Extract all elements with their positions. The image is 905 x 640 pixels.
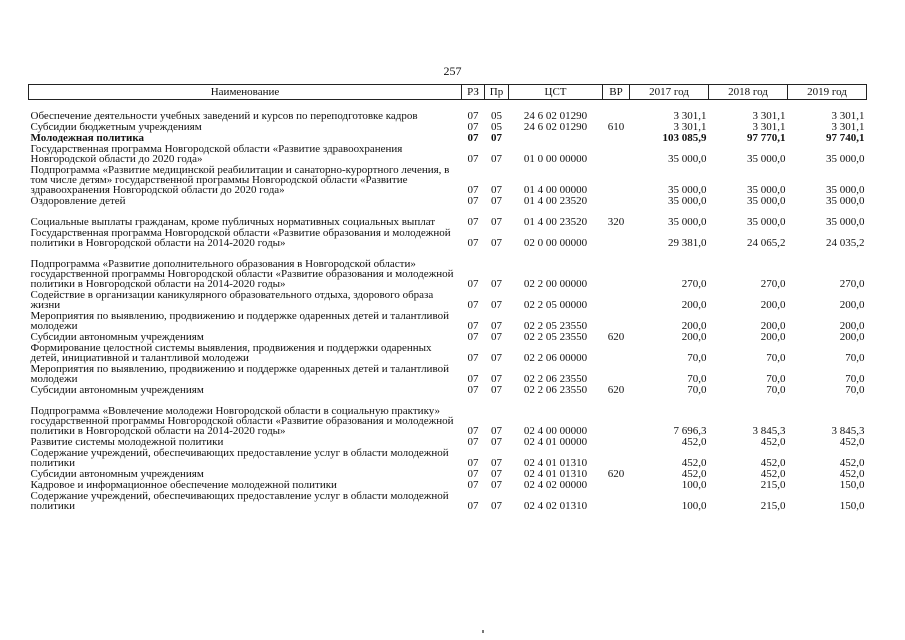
cell-y2018: 35 000,0 [747,153,786,165]
table-row [29,289,867,310]
header-2017: 2017 год [630,85,709,100]
cell-vr: 620 [607,468,625,480]
cell-y2018: 200,0 [760,320,786,332]
cell-pr: 07 [491,457,502,469]
cell-rz: 07 [467,457,479,469]
cell-name: Содержание учреждений, обеспечивающих предоставление услуг в области молодежной политики [30,490,449,512]
cell-vr [603,479,630,490]
cell-y2018: 24 065,2 [747,237,786,249]
cell-rz: 07 [467,436,479,448]
cell-name: Формирование целостной системы выявления, продвижения и поддержки одаренных детей, инициативной и талантливой молодежи [30,342,432,364]
cell-y2017: 100,0 [681,500,707,512]
cell-pr: 07 [491,436,502,448]
scan-mark [482,630,484,633]
cell-rz: 07 [467,331,479,343]
table-row [29,121,867,132]
cell-cst: 24 6 02 01290 [523,110,588,122]
table-row [29,132,867,143]
cell-name: Субсидии автономным учреждениям [30,331,204,343]
cell-name: Обеспечение деятельности учебных заведений и курсов по переподготовке кадров [30,110,418,122]
table-row [29,447,867,468]
cell-y2019: 3 301,1 [831,121,865,133]
cell-name: Субсидии бюджетным учреждениям [30,121,202,133]
cell-rz: 07 [467,479,479,491]
cell-name: Подпрограмма «Вовлечение молодежи Новгородской области в социальную практику» государственной программы Новгородской области «Развитие образования и молодежной политики в Новгородской области на 2014-2020 годы» [30,405,454,437]
cell-pr: 05 [491,110,502,122]
cell-y2019: 35 000,0 [826,216,865,228]
cell-cst: 01 4 00 23520 [523,195,588,207]
cell-cst: 02 2 06 23550 [523,384,588,396]
cell-name: Социальные выплаты гражданам, кроме публичных нормативных социальных выплат [30,216,436,228]
cell-cst: 02 2 05 00000 [523,299,588,311]
table-row [29,248,867,289]
cell-y2017: 3 301,1 [673,121,707,133]
cell-rz: 07 [467,373,479,385]
table-row [29,363,867,384]
cell-vr [603,447,630,468]
cell-name: Субсидии автономным учреждениям [30,468,204,480]
cell-rz: 07 [467,153,479,165]
table-row [29,468,867,479]
cell-y2019: 452,0 [839,468,865,480]
cell-y2018: 452,0 [760,436,786,448]
cell-y2018: 70,0 [766,373,786,385]
cell-pr: 07 [491,195,502,207]
cell-rz: 07 [467,278,479,290]
cell-y2019: 200,0 [839,299,865,311]
cell-vr [603,100,630,122]
cell-y2018: 200,0 [760,331,786,343]
cell-vr [603,310,630,331]
cell-y2017: 452,0 [681,436,707,448]
cell-pr: 07 [491,384,502,396]
cell-name: Содействие в организации каникулярного образовательного отдыха, здорового образа жизни [30,289,434,311]
cell-y2017: 200,0 [681,320,707,332]
cell-y2018: 3 301,1 [752,121,786,133]
cell-name: Содержание учреждений, обеспечивающих предоставление услуг в области молодежной политики [30,447,449,469]
cell-cst: 02 2 05 23550 [523,331,588,343]
table-row [29,100,867,122]
cell-pr: 07 [491,468,502,480]
cell-y2017: 35 000,0 [668,195,707,207]
cell-y2018: 97 770,1 [747,132,786,144]
table-body [29,100,867,512]
cell-y2017: 103 085,9 [662,132,707,144]
cell-pr: 07 [491,479,502,491]
cell-y2018: 3 845,3 [752,425,786,437]
table-row [29,164,867,195]
cell-y2019: 35 000,0 [826,153,865,165]
cell-y2019: 200,0 [839,320,865,332]
cell-pr: 05 [491,121,502,133]
table-row [29,479,867,490]
cell-name: Кадровое и информационное обеспечение молодежной политики [30,479,337,491]
cell-cst: 01 4 00 23520 [523,216,588,228]
table-row [29,342,867,363]
cell-name: Подпрограмма «Развитие дополнительного образования в Новгородской области» государственной программы Новгородской области «Развитие образования и молодежной политики в Новгородской области на 2014-2020 годы» [30,258,454,290]
cell-cst: 24 6 02 01290 [523,121,588,133]
cell-name: Мероприятия по выявлению, продвижению и поддержке одаренных детей и талантливой молодежи [30,310,449,332]
cell-name: Молодежная политика [30,132,145,144]
cell-vr [603,490,630,511]
cell-pr: 07 [491,320,502,332]
cell-y2019: 270,0 [839,278,865,290]
cell-rz: 07 [467,384,479,396]
header-cst: ЦСТ [509,85,603,100]
cell-vr [603,164,630,195]
cell-pr: 07 [491,184,502,196]
cell-cst: 01 4 00 00000 [523,184,588,196]
cell-name: Государственная программа Новгородской области «Развитие образования и молодежной политики в Новгородской области на 2014-2020 годы» [30,227,451,249]
cell-pr: 07 [491,216,502,228]
cell-y2019: 35 000,0 [826,184,865,196]
cell-vr: 620 [607,331,625,343]
cell-y2018: 35 000,0 [747,195,786,207]
cell-y2017: 7 696,3 [673,425,707,437]
cell-vr [603,143,630,164]
cell-cst: 02 2 00 00000 [523,278,588,290]
table-row [29,227,867,248]
cell-y2019: 452,0 [839,436,865,448]
cell-y2018: 70,0 [766,352,786,364]
cell-name: Субсидии автономным учреждениям [30,384,204,396]
cell-cst: 02 4 01 01310 [523,457,588,469]
cell-rz: 07 [467,425,479,437]
cell-rz: 07 [467,110,479,122]
table-row [29,310,867,331]
cell-rz: 07 [467,132,479,144]
cell-y2017: 29 381,0 [668,237,707,249]
cell-vr [603,289,630,310]
cell-y2017: 35 000,0 [668,153,707,165]
table-row [29,384,867,395]
header-row [29,85,867,100]
cell-y2017: 270,0 [681,278,707,290]
cell-rz: 07 [467,320,479,332]
cell-cst: 02 0 00 00000 [523,237,588,249]
cell-name: Подпрограмма «Развитие медицинской реабилитации и санаторно-курортного лечения, в том числе детям» государственной программы Новгородской области «Развитие здравоохранения Новгородской области до 2020 года» [30,164,450,196]
cell-y2018: 3 301,1 [752,110,786,122]
table-row [29,490,867,511]
cell-vr [603,395,630,436]
cell-y2017: 70,0 [687,352,707,364]
table-row [29,436,867,447]
cell-y2017: 100,0 [681,479,707,491]
cell-vr [603,363,630,384]
cell-vr [603,132,630,143]
cell-y2018: 35 000,0 [747,184,786,196]
cell-y2017: 452,0 [681,468,707,480]
cell-y2017: 452,0 [681,457,707,469]
cell-y2017: 35 000,0 [668,216,707,228]
cell-y2019: 200,0 [839,331,865,343]
header-vr: ВР [603,85,630,100]
cell-rz: 07 [467,121,479,133]
cell-vr: 320 [607,216,625,228]
cell-vr: 610 [607,121,625,133]
budget-table [28,84,867,511]
cell-y2018: 35 000,0 [747,216,786,228]
cell-cst: 02 2 06 23550 [523,373,588,385]
cell-y2017: 200,0 [681,299,707,311]
cell-y2018: 200,0 [760,299,786,311]
cell-pr: 07 [491,425,502,437]
cell-cst: 02 4 00 00000 [523,425,588,437]
cell-rz: 07 [467,299,479,311]
cell-rz: 07 [467,468,479,480]
cell-cst: 02 4 02 00000 [523,479,588,491]
cell-cst: 02 4 01 00000 [523,436,588,448]
cell-y2019: 24 035,2 [826,237,865,249]
table-row [29,143,867,164]
cell-y2017: 35 000,0 [668,184,707,196]
cell-vr [603,342,630,363]
header-2019: 2019 год [788,85,867,100]
cell-cst: 02 2 06 00000 [523,352,588,364]
cell-cst: 02 4 01 01310 [523,468,588,480]
cell-y2019: 70,0 [845,352,865,364]
cell-pr: 07 [491,278,502,290]
cell-cst [509,132,603,143]
cell-cst: 02 4 02 01310 [523,500,588,512]
cell-y2019: 3 845,3 [831,425,865,437]
cell-y2018: 215,0 [760,479,786,491]
header-rz: РЗ [462,85,485,100]
cell-y2018: 215,0 [760,500,786,512]
cell-y2019: 3 301,1 [831,110,865,122]
cell-rz: 07 [467,184,479,196]
cell-y2019: 70,0 [845,373,865,385]
cell-cst: 02 2 05 23550 [523,320,588,332]
cell-pr: 07 [491,331,502,343]
header-pr: Пр [485,85,509,100]
cell-pr: 07 [491,500,502,512]
cell-y2018: 270,0 [760,278,786,290]
cell-pr: 07 [491,153,502,165]
cell-y2017: 70,0 [687,373,707,385]
table-row [29,195,867,206]
cell-name: Мероприятия по выявлению, продвижению и поддержке одаренных детей и талантливой молодежи [30,363,449,385]
cell-rz: 07 [467,500,479,512]
cell-y2018: 452,0 [760,468,786,480]
cell-name: Развитие системы молодежной политики [30,436,224,448]
cell-y2019: 150,0 [839,479,865,491]
cell-y2018: 70,0 [766,384,786,396]
cell-y2019: 150,0 [839,500,865,512]
cell-name: Государственная программа Новгородской области «Развитие здравоохранения Новгородской области до 2020 года» [30,143,403,165]
cell-pr: 07 [491,299,502,311]
cell-y2017: 3 301,1 [673,110,707,122]
cell-pr: 07 [491,237,502,249]
cell-rz: 07 [467,352,479,364]
table-row [29,206,867,227]
cell-pr: 07 [491,373,502,385]
cell-vr [603,195,630,206]
header-name: Наименование [29,85,462,100]
cell-pr: 07 [491,132,502,144]
cell-pr: 07 [491,352,502,364]
cell-rz: 07 [467,216,479,228]
header-2018: 2018 год [709,85,788,100]
cell-name: Оздоровление детей [30,195,126,207]
cell-vr [603,248,630,289]
cell-vr [603,436,630,447]
cell-y2019: 97 740,1 [826,132,865,144]
cell-y2017: 200,0 [681,331,707,343]
page-number: 257 [443,64,462,78]
cell-vr: 620 [607,384,625,396]
table-row [29,331,867,342]
cell-y2019: 35 000,0 [826,195,865,207]
cell-y2018: 452,0 [760,457,786,469]
cell-y2019: 452,0 [839,457,865,469]
cell-vr [603,227,630,248]
table-row [29,395,867,436]
cell-rz: 07 [467,237,479,249]
cell-y2017: 70,0 [687,384,707,396]
cell-rz: 07 [467,195,479,207]
cell-y2019: 70,0 [845,384,865,396]
cell-cst: 01 0 00 00000 [523,153,588,165]
